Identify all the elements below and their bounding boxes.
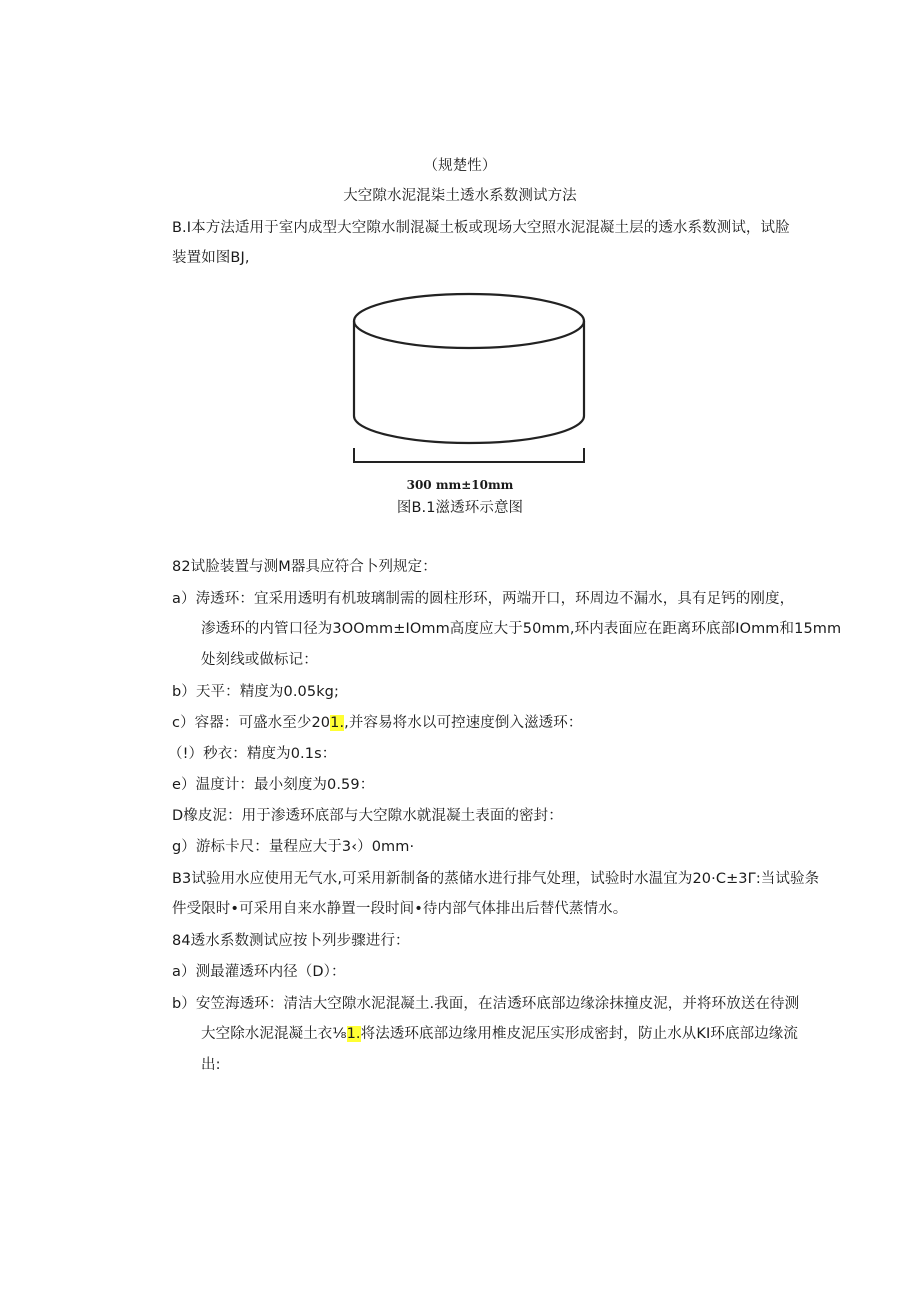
item-c: [172, 713, 582, 733]
ring-top-ellipse: [354, 294, 584, 348]
item-c-text-pre: c）容器：可盛水至少20: [172, 715, 331, 731]
step-b-line2-text-pre: 大空除水泥混凝土衣⅛: [201, 1026, 347, 1042]
item-f: D橡皮泥：用于渗透环底部与大空隙水就混凝土表面的密封：: [172, 808, 563, 824]
dimension-bracket: [354, 448, 584, 462]
item-a-line1: a）涛透环：宜采用透明有机玻璃制需的圆柱形环，两端开口，环周边不漏水，具有足钙的刚度，: [172, 591, 795, 607]
item-b: b）天平：精度为0.05kg;: [172, 684, 339, 700]
step-b-line2-text-post: 将法透环底部边缘用椎皮泥压实形成密封，防止水从KI环底部边缘流: [360, 1026, 798, 1042]
step-a: a）测最灌透环内径（D）：: [172, 964, 346, 980]
item-d: （!）秒衣：精度为0.1s：: [168, 746, 337, 762]
step-b-line1: b）安笠海透环：清洁大空隙水泥混凝土.我面，在洁透环底部边缘涂抹撞皮泥，并将环放送在待测: [172, 996, 800, 1012]
figure-caption: 图B.1滋透环示意图: [396, 500, 524, 516]
item-c-highlight: 1.: [330, 715, 345, 731]
b2-heading: 82试脸装置与测M器具应符合卜列规定：: [172, 559, 437, 575]
b3-text-line1: B3试验用水应使用无气水,可采用新制备的蒸储水进行排气处理，试验时水温宜为20·C±3Γ:当试验条: [172, 871, 820, 887]
doc-title: 大空隙水泥混柒土透水系数测试方法: [343, 188, 577, 204]
step-b-line2-highlight: 1.: [346, 1026, 361, 1042]
item-c-text-post: ,并容易将水以可控速度倒入滋透环：: [344, 715, 583, 731]
item-a-line3: 处刻线或做标记：: [201, 652, 318, 668]
ring-bottom-arc: [354, 416, 584, 443]
b4-heading: 84透水系数测试应按卜列步骤进行：: [172, 933, 410, 949]
b1-text-line2: 装置如图BJ,: [172, 250, 250, 266]
step-b-line3: 出:: [201, 1057, 221, 1073]
item-g: g）游标卡尺：量程应大于3‹）0mm·: [172, 839, 415, 855]
item-e: e）温度计：最小刻度为0.59：: [172, 777, 375, 793]
b1-text-line1: B.I本方法适用于室内成型大空隙水制混凝土板或现场大空照水泥混凝土层的透水系数测试，试脸: [172, 220, 790, 236]
figure-dimension-label: 300 mm±10mm: [406, 478, 514, 492]
item-a-line2: 渗透环的内管口径为3OOmm±IOmm高度应大于50mm,环内表面应在距离环底部IOmm和15mm: [201, 621, 842, 637]
infiltration-ring-diagram: [340, 288, 600, 478]
doc-subtitle: （规楚性）: [423, 158, 497, 174]
step-b-line2: [201, 1024, 798, 1044]
b3-text-line2: 件受限时•可采用自来水静置一段时间•待内部气体排出后替代蒸情水。: [172, 901, 628, 917]
